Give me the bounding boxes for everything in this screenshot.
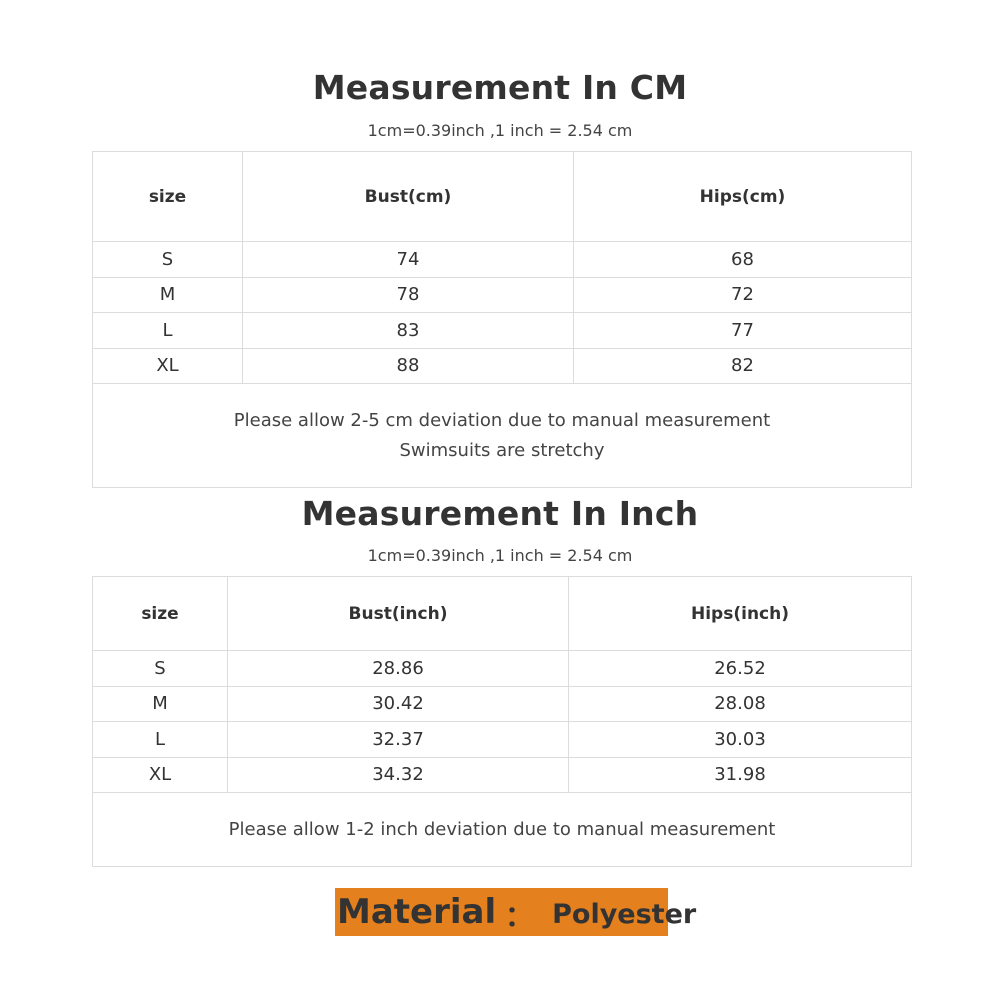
header-hips: Hips(cm) bbox=[574, 152, 912, 242]
header-bust: Bust(inch) bbox=[228, 577, 569, 651]
bust-cell: 34.32 bbox=[228, 757, 569, 793]
size-cell: S bbox=[93, 651, 228, 687]
size-cell: S bbox=[93, 242, 243, 278]
table-note-row bbox=[93, 384, 912, 488]
table-row bbox=[93, 757, 912, 793]
hips-cell: 77 bbox=[574, 313, 912, 349]
bust-cell: 30.42 bbox=[228, 686, 569, 722]
hips-cell: 26.52 bbox=[569, 651, 912, 687]
hips-cell: 68 bbox=[574, 242, 912, 278]
table-row bbox=[93, 686, 912, 722]
bust-cell: 32.37 bbox=[228, 722, 569, 758]
header-size: size bbox=[93, 152, 243, 242]
deviation-note: Please allow 1-2 inch deviation due to manual measurement bbox=[228, 818, 776, 840]
material-separator: ： bbox=[504, 895, 539, 936]
table-header-row bbox=[93, 152, 912, 242]
hips-cell: 28.08 bbox=[569, 686, 912, 722]
hips-cell: 30.03 bbox=[569, 722, 912, 758]
cm-size-table bbox=[92, 151, 912, 488]
table-note-row bbox=[93, 793, 912, 867]
deviation-note: Please allow 2-5 cm deviation due to manual measurement bbox=[233, 409, 771, 431]
hips-cell: 31.98 bbox=[569, 757, 912, 793]
table-header-row bbox=[93, 577, 912, 651]
inch-title: Measurement In Inch bbox=[301, 494, 699, 533]
header-bust: Bust(cm) bbox=[243, 152, 574, 242]
table-row bbox=[93, 313, 912, 349]
bust-cell: 78 bbox=[243, 277, 574, 313]
hips-cell: 72 bbox=[574, 277, 912, 313]
cm-title: Measurement In CM bbox=[312, 68, 688, 107]
bust-cell: 74 bbox=[243, 242, 574, 278]
stretch-note: Swimsuits are stretchy bbox=[399, 439, 605, 461]
table-row bbox=[93, 348, 912, 384]
bust-cell: 88 bbox=[243, 348, 574, 384]
hips-cell: 82 bbox=[574, 348, 912, 384]
table-row bbox=[93, 242, 912, 278]
size-cell: XL bbox=[93, 348, 243, 384]
size-cell: M bbox=[93, 277, 243, 313]
header-hips: Hips(inch) bbox=[569, 577, 912, 651]
material-banner bbox=[335, 888, 697, 936]
table-row bbox=[93, 277, 912, 313]
inch-size-table bbox=[92, 576, 912, 867]
material-label: Material bbox=[337, 892, 497, 932]
table-row bbox=[93, 722, 912, 758]
size-cell: L bbox=[93, 722, 228, 758]
cm-subtitle: 1cm=0.39inch ,1 inch = 2.54 cm bbox=[367, 121, 633, 140]
inch-subtitle: 1cm=0.39inch ,1 inch = 2.54 cm bbox=[367, 546, 633, 565]
size-cell: XL bbox=[93, 757, 228, 793]
material-value: Polyester bbox=[552, 898, 697, 930]
size-cell: L bbox=[93, 313, 243, 349]
table-row bbox=[93, 651, 912, 687]
bust-cell: 28.86 bbox=[228, 651, 569, 687]
header-size: size bbox=[93, 577, 228, 651]
note-cell bbox=[93, 384, 912, 488]
bust-cell: 83 bbox=[243, 313, 574, 349]
size-cell: M bbox=[93, 686, 228, 722]
note-cell bbox=[93, 793, 912, 867]
